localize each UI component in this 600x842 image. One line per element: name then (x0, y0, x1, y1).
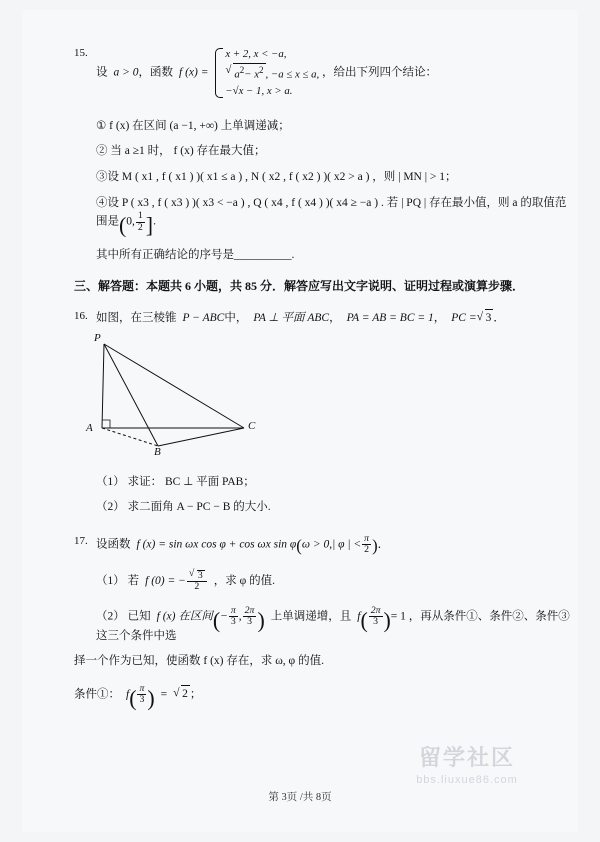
q17-p2-b: f (x) 在区间 (156, 610, 213, 623)
q15-c4-open: 0, (126, 215, 135, 228)
watermark-title: 留学社区 (418, 745, 515, 770)
q17-p2-c: 上单调递增，且 (270, 610, 352, 623)
q17-p1-num: 3 (197, 569, 203, 581)
q15-conclusion-1: ① f (x) 在区间 (a −1, +∞) 上单调递减； (96, 119, 290, 132)
fig-label-B: B (154, 445, 161, 458)
question-17-stem: 设函数 f (x) = sin ωx cos φ + cos ωx sin φ(ω > 0,| φ | < $\frac{\pi}{2}$ )． (96, 533, 390, 556)
question-15-stem (96, 46, 574, 100)
q16-stem-g: ， (433, 312, 446, 325)
q17-c1-a: 条件①： (74, 688, 120, 701)
q15-piece2-sup2: 2 (259, 64, 264, 75)
fig-label-P: P (94, 331, 101, 344)
q16-stem-i: 3 (485, 309, 494, 327)
fig-label-C: C (248, 419, 256, 432)
question-16-stem (96, 309, 574, 327)
q17-stem-frac-num: π (364, 533, 370, 545)
q15-lead5: ，给出下列四个结论： (322, 66, 438, 79)
question-15-number: 15. (74, 47, 88, 59)
q17-c1-sqrt (173, 685, 190, 703)
q15-piece2-post: , −a ≤ x ≤ a, (265, 68, 320, 81)
q17-c1-f: f (126, 688, 130, 701)
question-16-number: 16. (74, 310, 88, 323)
q17-part-2: （2） 已知 f (x) 在区间(− $\frac{\pi}{3}$ , $\frac{2\pi}{3}$ ) 上单调递增，且 f( $\frac{2\pi}{3}$ )= 1 ，再从条件①、条件②、条件③这三个条件中选 (96, 605, 570, 642)
q17-c1-sqrt-val: 2 (181, 685, 190, 703)
question-15 (74, 46, 574, 100)
q16-stem-c: 中， (224, 312, 248, 325)
q17-p2-intr-num: 2π (244, 605, 255, 617)
watermark (392, 741, 542, 786)
q17-c1-b: = (160, 688, 168, 701)
question-17 (74, 534, 574, 556)
q17-stem-b: f (x) = sin ωx cos φ + cos ωx sin φ (136, 538, 297, 551)
q15-c4-frac (136, 211, 145, 233)
q15-piece2-a: a (234, 68, 240, 81)
q15-lead2: a > 0 (113, 66, 139, 79)
q17-part-2-cont: 择一个作为已知，使函数 f (x) 存在，求 ω, φ 的值. (74, 655, 324, 668)
q17-p2-d: = 1 ，再从条件①、条件②、条件③这三个条件中选 (96, 610, 570, 642)
q15-lead4: f (x) = (179, 66, 209, 79)
q15-c4-period: . (153, 215, 156, 228)
q16-stem-b: P − ABC (182, 312, 225, 325)
q17-p2-f-den: 3 (373, 616, 379, 628)
watermark-url: bbs.liuxue86.com (416, 774, 518, 786)
q16-stem-e: ， (329, 312, 341, 325)
q17-p1-a: （1） 若 (96, 574, 140, 587)
q15-piece-3: −√x − 1, x > a. (225, 85, 293, 98)
q17-stem-frac (362, 534, 371, 556)
section-3-heading: 三、解答题：本题共 6 小题，共 85 分．解答应写出文字说明、证明过程或演算步骤． (74, 278, 525, 293)
q17-stem-paren-a: ω > 0,| φ | < (301, 538, 362, 551)
q17-stem-a: 设函数 (96, 538, 131, 551)
q17-p2-f-frac (369, 606, 383, 628)
question-16-figure (86, 331, 326, 458)
q15-c4-num: 1 (137, 210, 143, 222)
q16-stem-d: PA ⊥ 平面 ABC (253, 312, 330, 325)
q16-part-2: （2） 求二面角 A − PC − B 的大小. (96, 501, 271, 514)
q17-stem-frac-den: 2 (364, 544, 370, 556)
q15-piecewise (213, 46, 319, 100)
q15-piece2-sup1: 2 (239, 64, 245, 75)
q17-c1-den: 3 (139, 694, 145, 706)
q17-p2-f-num: 2π (370, 605, 381, 617)
q15-c4-text: ④设 P ( x3 , f ( x3 ) )( x3 < −a ) , Q ( x4 , f ( x4 ) )( x4 ≥ −a ) . 若 | PQ | 存在最小值，则 a 的取值范围是 (96, 196, 567, 228)
q15-lead3: ，函数 (138, 66, 174, 79)
page-footer: 第 3页 /共 8页 (268, 792, 332, 803)
document-content (74, 46, 574, 711)
q16-stem-j: ． (493, 312, 505, 325)
q15-piece-2 (225, 63, 319, 83)
q16-stem-f: PA = AB = BC = 1 (346, 312, 434, 325)
q16-stem-h: PC = (451, 312, 477, 325)
q17-c1-frac (137, 684, 146, 706)
q15-piece-1: x + 2, x < −a, (225, 48, 287, 60)
document-page (22, 10, 578, 832)
q17-p1-c: ，求 φ 的值. (213, 574, 276, 587)
question-16 (74, 309, 574, 327)
q15-lead1: 设 (96, 66, 108, 79)
q15-conclusion-2: ② 当 a ≥1 时， f (x) 存在最大值； (96, 145, 266, 158)
fig-label-A: A (86, 421, 93, 434)
q15-c4-den: 2 (137, 221, 143, 233)
q17-part-1 (96, 570, 574, 593)
q17-p1-den: 2 (194, 580, 200, 592)
q16-stem-a: 如图，在三棱锥 (96, 312, 177, 325)
q17-c1-c: ； (189, 688, 202, 701)
q15-piece2-mid: − x (244, 68, 260, 81)
q17-p1-num-wrap (187, 570, 207, 582)
q15-conclusion-4: ④设 P ( x3 , f ( x3 ) )( x3 < −a ) , Q ( x4 , f ( x4 ) )( x4 ≥ −a ) . 若 | PQ | 存在最小值，则 a 的取值范围是(0, $\frac{1}{2}$ ]. (96, 196, 567, 239)
q17-p2-intr-den: 3 (247, 616, 252, 628)
q17-condition-1: 条件①： f( $\frac{\pi}{3}$ ) = √ 2 ； (74, 684, 574, 706)
q17-p1-frac (187, 570, 207, 593)
q15-conclusion-3: ③设 M ( x1 , f ( x1 ) )( x1 ≤ a ) , N ( x2 , f ( x2 ) )( x2 > a ) ，则 | MN | > 1； (96, 171, 457, 184)
q17-c1-num: π (139, 683, 145, 695)
q17-p2-a: （2） 已知 (96, 610, 151, 623)
q17-stem-end: ． (377, 538, 390, 551)
q17-p2-int-right (243, 606, 257, 628)
tetrahedron-diagram (96, 336, 326, 456)
q17-p1-b: f (0) = − (145, 574, 186, 587)
q17-p2-int-left (229, 606, 238, 628)
q16-part-1: （1） 求证： BC ⊥ 平面 PAB； (96, 475, 255, 488)
question-17-number: 17. (74, 535, 88, 548)
q17-p2-intl-den: 3 (230, 616, 236, 628)
q17-p2-intl-num: π (230, 605, 236, 617)
q16-sqrt3 (477, 309, 494, 327)
q15-tail: 其中所有正确结论的序号是__________. (96, 249, 295, 262)
